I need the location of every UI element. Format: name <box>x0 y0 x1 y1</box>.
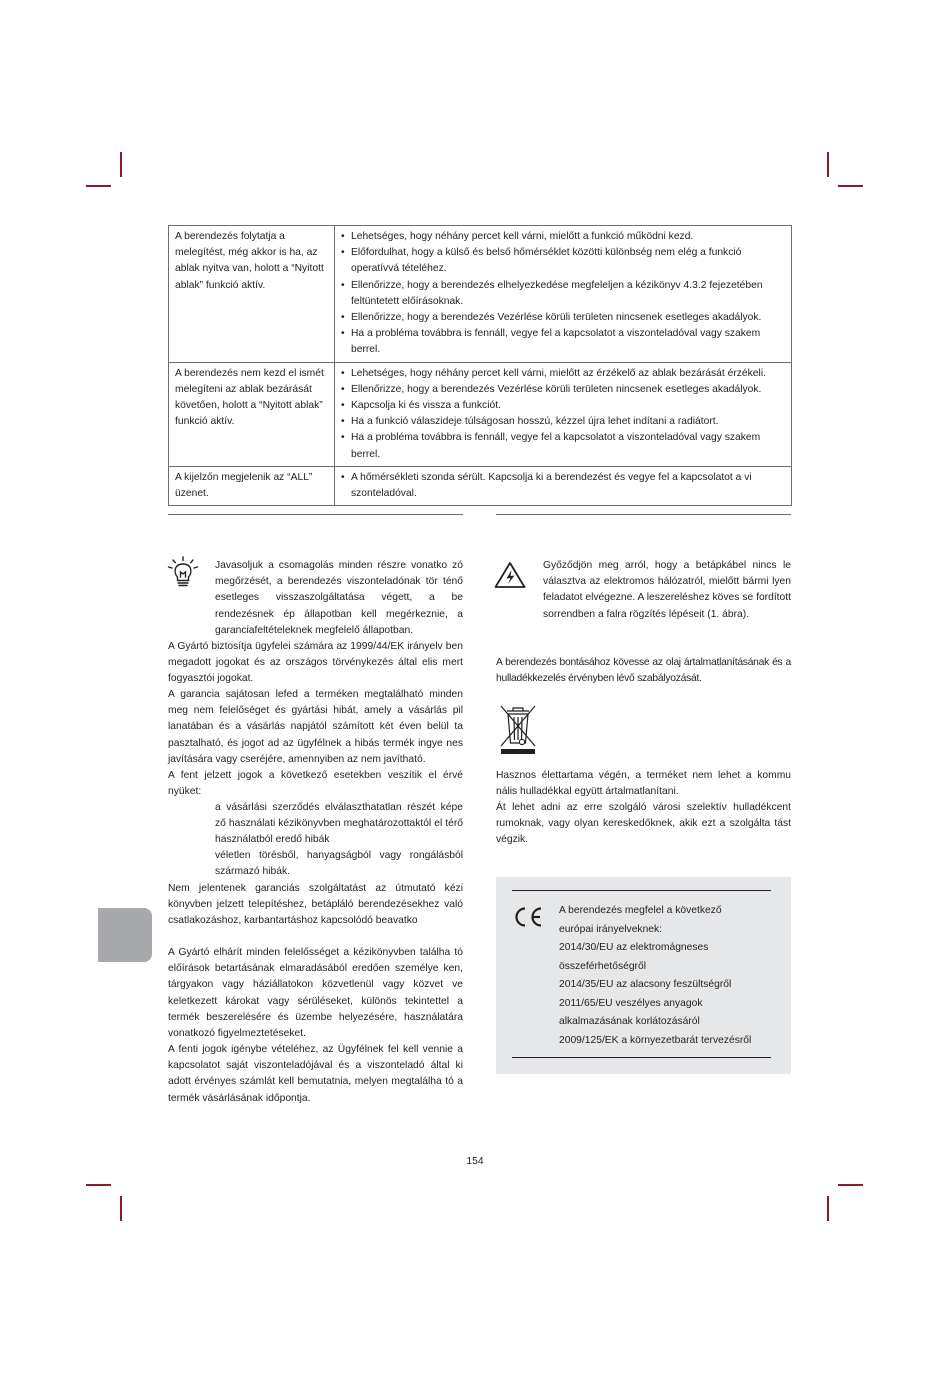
table-row <box>169 226 792 363</box>
problem-cell: A kijelzőn megjelenik az “ALL” üzenet. <box>169 466 335 505</box>
not-warranty-services: Nem jelentenek garanciás szolgáltatást az útmutató kézi könyvben jelzett telepítéshez, betápláló berendezésekhez való csatlakozáshoz, karbantartáshoz kapcsolódó beavatko <box>168 883 463 927</box>
problem-cell: A berendezés nem kezd el ismét melegíteni az ablak bezárását követően, holott a “Nyitott ablak” funkció aktív. <box>169 362 335 466</box>
disconnect-warning: Győződjön meg arról, hogy a betápkábel nincs le választva az elektromos hálózatról, mielőtt bármi lyen feladatot elvégezne. A leszereléshez köves se fordított sorrendben a falra rögzítés lépéseit (1. ábra). <box>543 560 791 620</box>
lightbulb-icon <box>166 555 200 589</box>
recycling-centers: Át lehet adni az erre szolgáló városi szelektív hulladékcent rumoknak, vagy olyan kereskedőknek, akik ezt a szolgálta tást végzik. <box>496 802 791 846</box>
solution-item: • A hőmérsékleti szonda sérült. Kapcsolja ki a berendezést és vegye fel a kapcsolatot a vi szonteladóval. <box>341 470 785 502</box>
crop-mark <box>86 185 111 187</box>
solution-list <box>341 229 785 359</box>
crop-mark <box>827 1196 829 1221</box>
solution-item: • Ha a probléma továbbra is fennáll, vegye fel a kapcsolatot a viszonteladóval vagy szakem berrel. <box>341 326 785 358</box>
disposal-instruction: A berendezés bontásához kövesse az olaj ártalmatlanításának és a hulladékkezelés érvényben lévő szabályozását. <box>496 657 791 685</box>
directive-line: összeférhetőségről <box>559 960 647 972</box>
directive-list <box>559 902 751 1050</box>
solution-list <box>341 470 785 502</box>
crossed-bin-icon <box>498 703 538 755</box>
crop-mark <box>86 1184 111 1186</box>
troubleshooting-table <box>168 225 792 506</box>
table-row <box>169 466 792 505</box>
directive-line: 2014/30/EU az elektromágneses <box>559 942 709 953</box>
end-of-life-note: Hasznos élettartama végén, a terméket nem lehet a kommu nális hulladékkal együtt ártalmatlanítani. <box>496 770 791 798</box>
warranty-void: A fent jelzett jogok a következő esetekben veszítik el érvé nyüket: <box>168 770 463 798</box>
crop-mark <box>838 1184 863 1186</box>
directive-line: alkalmazásának korlátozásáról <box>559 1016 700 1027</box>
solution-cell <box>335 466 792 505</box>
solution-cell <box>335 226 792 363</box>
warranty-coverage: A garancia sajátosan lefed a terméken megtalálható minden meg nem felelőséget és gyártási hibát, amely a vásárlás pil lanatában és a vásárlás napjától számított két éven belül ta pasztalható, és jogot ad az ügyfélnek a hibás termék ingye nes javítására vagy cseréjére, amennyiben az nem javítható. <box>168 689 463 765</box>
crop-mark <box>120 1196 122 1221</box>
solution-item: • Ellenőrizze, hogy a berendezés elhelyezkedése megfeleljen a kézikönyv 4.3.2 fejezetében feltüntetett előírásoknak. <box>341 278 785 310</box>
crop-mark <box>120 152 122 177</box>
electric-hazard-icon <box>494 561 526 589</box>
solution-item: • Ha a probléma továbbra is fennáll, vegye fel a kapcsolatot a viszonteladóval vagy szakem berrel. <box>341 430 785 462</box>
void-case-usage: a vásárlási szerződés elválaszthatatlan részét képe ző használati kézikönyvben meghatározottaktól el térő használatból eredő hibák <box>215 802 463 846</box>
packaging-tip: Javasoljuk a csomagolás minden részre vonatko zó megőrzését, a berendezés viszonteladónak tör ténő esetleges visszaszolgáltatása végett, a be rendezésnek ép állapotban kell megérkeznie, a garanciafeltételeknek megfelelő állapotban. <box>215 560 463 636</box>
solution-item: • Ellenőrizze, hogy a berendezés Vezérlése körüli területen nincsenek esetleges akadályok. <box>341 310 785 326</box>
warranty-rights: A Gyártó biztosítja ügyfelei számára az 1999/44/EK irányelv ben megadott jogokat és az országos törvénykezés által elis mert fogyasztói jogokat. <box>168 641 463 685</box>
solution-item: • Lehetséges, hogy néhány percet kell várni, mielőtt az érzékelő az ablak bezárását érzékeli. <box>341 366 785 382</box>
box-rule <box>512 890 771 891</box>
solution-item: • Lehetséges, hogy néhány percet kell várni, mielőtt a funkció működni kezd. <box>341 229 785 245</box>
void-case-damage: véletlen törésből, hanyagságból vagy rongálásból származó hibák. <box>215 850 463 878</box>
directive-line: 2009/125/EK a környezetbarát tervezésről <box>559 1034 752 1046</box>
crop-mark <box>827 152 829 177</box>
table-row <box>169 362 792 466</box>
solution-item: • Ha a funkció válaszideje túlságosan hosszú, kézzel újra lehet indítani a radiátort. <box>341 414 785 430</box>
section-tab <box>98 908 152 962</box>
solution-list <box>341 366 785 463</box>
solution-item: • Kapcsolja ki és vissza a funkciót. <box>341 398 785 414</box>
solution-item: • Előfordulhat, hogy a külső és belső hőmérséklet közötti különbség nem elég a funkció operatívvá tételéhez. <box>341 245 785 277</box>
page-number: 154 <box>466 1156 484 1167</box>
ce-mark-icon <box>512 906 544 928</box>
box-rule <box>512 1057 771 1058</box>
liability-disclaimer: A Gyártó elhárít minden felelősséget a kézikönyvben találha tó előírások betartásának elmaradásából eredően személye ken, tárgyakon vagy háziállatokon közvetlenül vagy közvet ve keletkezett károkat vagy sérüléseket, különös tekintettel a termék beszerelésére és üzembe helyezésére, használatára vonatkozó figyelmeztetéseket. <box>168 947 463 1040</box>
directive-line: 2014/35/EU az alacsony feszültségről <box>559 979 732 990</box>
claim-procedure: A fenti jogok igénybe vételéhez, az Ügyfélnek fel kell vennie a kapcsolatot saját viszonteladójával és a viszonteladó által ki adott érvényes számlát kell bemutatnia, melyen megtalálha tó a termék vásárlásának időpontja. <box>168 1044 463 1104</box>
directive-line: A berendezés megfelel a következő <box>559 905 722 916</box>
directive-line: 2011/65/EU veszélyes anyagok <box>559 997 703 1009</box>
directive-line: európai irányelveknek: <box>559 923 663 935</box>
solution-item: • Ellenőrizze, hogy a berendezés Vezérlése körüli területen nincsenek esetleges akadályok. <box>341 382 785 398</box>
section-divider <box>168 514 463 515</box>
ce-compliance-box <box>496 877 791 1074</box>
problem-cell: A berendezés folytatja a melegítést, még akkor is ha, az ablak nyitva van, holott a “Nyitott ablak” funkció aktív. <box>169 226 335 363</box>
crop-mark <box>838 185 863 187</box>
section-divider <box>496 514 791 515</box>
solution-cell <box>335 362 792 466</box>
